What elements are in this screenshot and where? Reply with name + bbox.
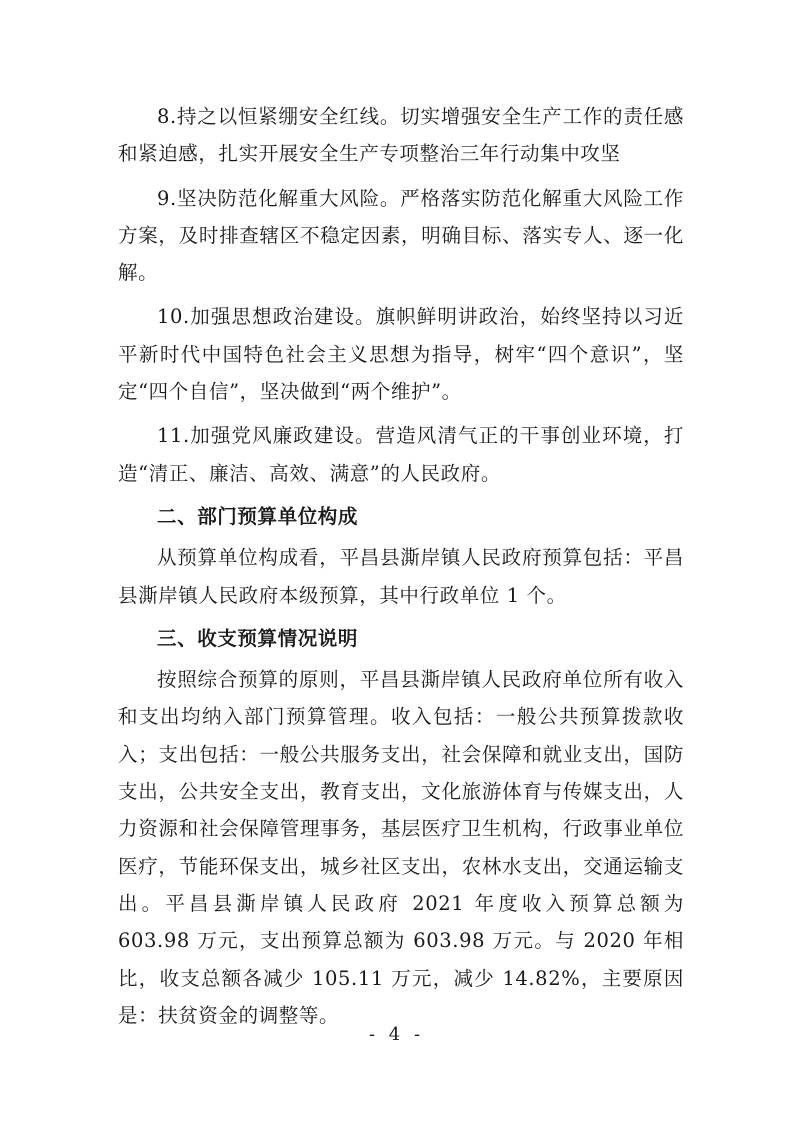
paragraph-item-10: 10.加强思想政治建设。旗帜鲜明讲政治，始终坚持以习近平新时代中国特色社会主义思想为指导，树牢“四个意识”，坚定“四个自信”，坚决做到“两个维护”。 — [118, 305, 684, 404]
paragraph-revenue-expenditure: 按照综合预算的原则，平昌县澌岸镇人民政府单位所有收入和支出均纳入部门预算管理。收入包括：一般公共预算拨款收入；支出包括：一般公共服务支出，社会保障和就业支出，国防支出，公共安全支出，教育支出，文化旅游体育与传媒支出，人力资源和社会保障管理事务，基层医疗卫生机构，行政事业单位医疗，节能环保支出，城乡社区支出，农林水支出，交通运输支出。平昌县澌岸镇人民政府 2021 年度收入预算总额为 603.98 万元，支出预算总额为 603.98 万元。与 2020 年相比，收支总额各减少 105.11 万元，减少 14.82%，主要原因是：扶贫资金的调整等。 — [118, 668, 684, 1027]
paragraph-budget-units: 从预算单位构成看，平昌县澌岸镇人民政府预算包括：平昌县澌岸镇人民政府本级预算，其中行政单位 1 个。 — [118, 546, 684, 607]
paragraph-item-9: 9.坚决防范化解重大风险。严格落实防范化解重大风险工作方案，及时排查辖区不稳定因素，明确目标、落实专人、逐一化解。 — [118, 186, 684, 285]
paragraph-item-11: 11.加强党风廉政建设。营造风清气正的干事创业环境，打造“清正、廉洁、高效、满意”的人民政府。 — [118, 424, 684, 485]
paragraph-item-8: 8.持之以恒紧绷安全红线。切实增强安全生产工作的责任感和紧迫感，扎实开展安全生产专项整治三年行动集中攻坚 — [118, 105, 684, 166]
section-heading-budget-units: 二、部门预算单位构成 — [157, 504, 359, 528]
page-content — [118, 98, 684, 1034]
section-heading-revenue-expenditure: 三、收支预算情况说明 — [157, 626, 359, 650]
page-number: - 4 - — [368, 1024, 425, 1045]
